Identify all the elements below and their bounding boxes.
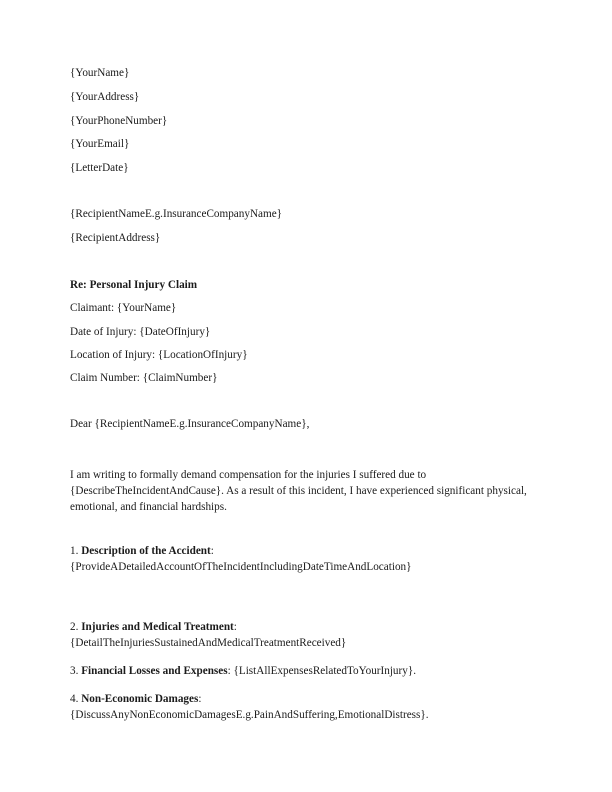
spacer-section2-section3 <box>70 651 546 663</box>
section-non-economic-damages <box>70 691 546 723</box>
section-title: Financial Losses and Expenses <box>81 665 228 678</box>
section-colon: : <box>233 621 237 633</box>
subject-line: Re: Personal Injury Claim <box>70 278 198 291</box>
section-colon: : <box>210 544 214 557</box>
section-placeholder: {DiscussAnyNonEconomicDamagesE.g.PainAndSuffering,EmotionalDistress}. <box>70 708 429 721</box>
claim-details-block <box>70 297 546 390</box>
sender-email-line: {YourEmail} <box>70 138 130 151</box>
spacer-salutation-body <box>70 437 546 467</box>
section-number: 4. <box>70 692 79 705</box>
sender-phone-line: {YourPhoneNumber} <box>70 114 168 127</box>
section-number: 2. <box>70 621 79 633</box>
salutation-line: Dear {RecipientNameE.g.InsuranceCompanyName}, <box>70 418 310 431</box>
document-content <box>70 62 546 723</box>
sender-address-line: {YourAddress} <box>70 90 140 103</box>
body-paragraph: I am writing to formally demand compensation for the injuries I suffered due to {DescribeTheIncidentAndCause}. As a result of this incident, I have experienced significant physical, emotional, and financial hardships. <box>70 468 527 514</box>
section-title: Non-Economic Damages <box>81 692 199 705</box>
section-financial-losses-and-expenses <box>70 663 546 679</box>
spacer-section3-section4 <box>70 680 546 691</box>
spacer-body-sections <box>70 516 546 543</box>
sender-name-line: {YourName} <box>70 67 130 79</box>
section-colon: : <box>227 665 231 678</box>
spacer-section1-section2 <box>70 575 546 619</box>
section-placeholder: {ListAllExpensesRelatedToYourInjury}. <box>233 665 417 678</box>
date-of-injury-line: Date of Injury: {DateOfInjury} <box>70 325 211 338</box>
spacer-recipient-subject <box>70 251 546 274</box>
section-injuries-and-medical-treatment <box>70 619 546 651</box>
letter-date-line: {LetterDate} <box>70 162 129 175</box>
section-title: Description of the Accident <box>81 544 211 557</box>
spacer-sender-recipient <box>70 181 546 203</box>
section-placeholder: {DetailTheInjuriesSustainedAndMedicalTreatmentReceived} <box>70 637 347 650</box>
section-number: 1. <box>70 544 79 557</box>
location-of-injury-line: Location of Injury: {LocationOfInjury} <box>70 348 248 361</box>
section-placeholder: {ProvideADetailedAccountOfTheIncidentIncludingDateTimeAndLocation} <box>70 560 412 573</box>
claimant-line: Claimant: {YourName} <box>70 302 177 315</box>
section-title: Injuries and Medical Treatment <box>81 621 234 633</box>
section-number: 3. <box>70 665 79 678</box>
recipient-address-block <box>70 203 546 251</box>
claim-number-line: Claim Number: {ClaimNumber} <box>70 371 218 384</box>
section-description-of-the-accident <box>70 543 546 575</box>
section-colon: : <box>198 692 202 705</box>
recipient-address-line: {RecipientAddress} <box>70 231 161 244</box>
recipient-name-line: {RecipientNameE.g.InsuranceCompanyName} <box>70 207 283 220</box>
sender-address-block <box>70 62 546 181</box>
spacer-claim-salutation <box>70 390 546 413</box>
